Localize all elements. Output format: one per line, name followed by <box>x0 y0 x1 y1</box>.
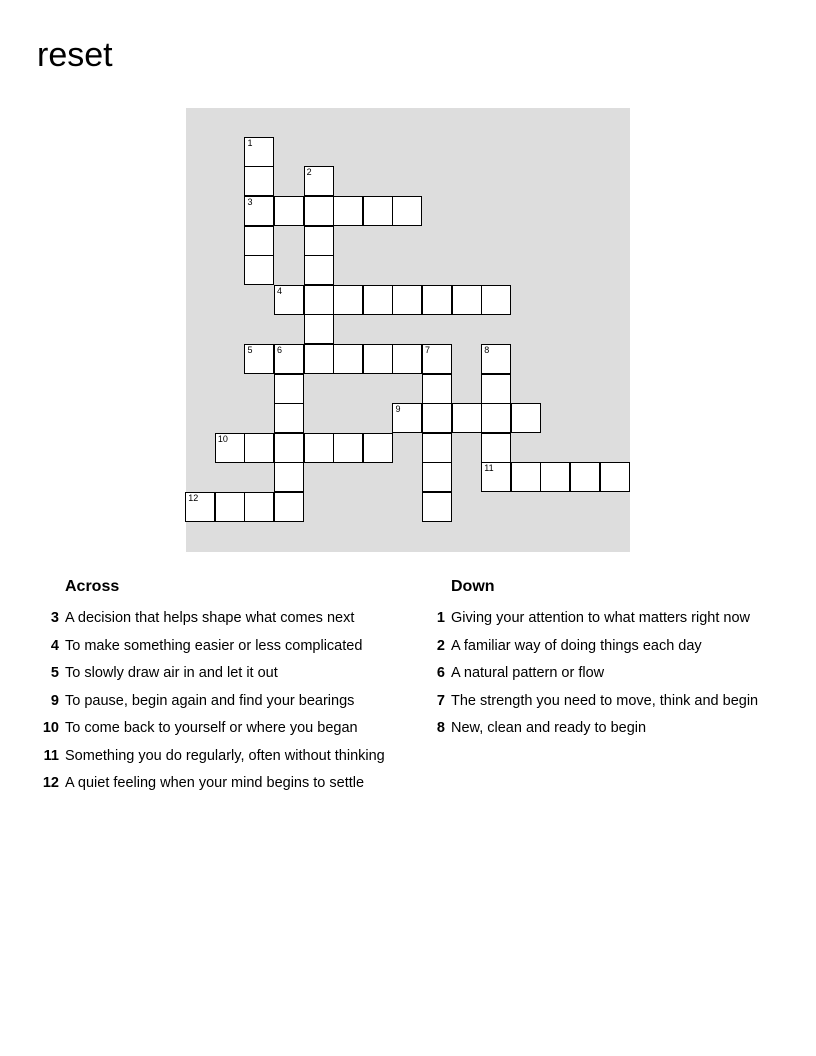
grid-cell[interactable] <box>333 196 363 226</box>
clue-text: A quiet feeling when your mind begins to settle <box>65 775 365 791</box>
clue-number: 6 <box>277 345 283 356</box>
across-clue <box>50 663 385 691</box>
clue-number: 5 <box>247 345 253 356</box>
grid-cell[interactable] <box>304 166 334 196</box>
across-clue <box>50 636 385 664</box>
grid-cell[interactable] <box>392 344 422 374</box>
down-clue-list <box>436 608 759 746</box>
down-clue <box>436 718 758 746</box>
grid-cell[interactable] <box>333 344 363 374</box>
across-clue <box>50 691 385 719</box>
grid-cell[interactable] <box>304 344 334 374</box>
grid-cell[interactable] <box>511 462 541 492</box>
clue-number: 8 <box>484 345 490 356</box>
clue-text: To slowly draw air in and let it out <box>65 665 278 681</box>
grid-cell[interactable] <box>274 462 304 492</box>
grid-cell[interactable] <box>244 196 274 226</box>
grid-cell[interactable] <box>274 492 304 522</box>
grid-cell[interactable] <box>540 462 570 492</box>
down-clues <box>436 576 759 746</box>
across-heading: Across <box>65 578 120 595</box>
grid-cell[interactable] <box>274 374 304 404</box>
grid-cell[interactable] <box>244 255 274 285</box>
clue-text: Giving your attention to what matters right now <box>451 610 751 626</box>
grid-cell[interactable] <box>363 433 393 463</box>
grid-cell[interactable] <box>244 344 274 374</box>
clue-text: To come back to yourself or where you began <box>65 720 358 736</box>
clue-number: 6 <box>436 665 445 681</box>
clue-number: 4 <box>277 285 283 296</box>
clue-number: 5 <box>50 665 59 681</box>
clue-number: 12 <box>188 493 199 504</box>
down-clue <box>436 636 758 664</box>
clue-number: 4 <box>50 637 59 654</box>
clue-text: To make something easier or less complicated <box>65 637 363 654</box>
grid-cell[interactable] <box>481 403 511 433</box>
grid-cell[interactable] <box>333 285 363 315</box>
grid-cell[interactable] <box>304 433 334 463</box>
grid-cell[interactable] <box>481 285 511 315</box>
grid-cell[interactable] <box>452 403 482 433</box>
puzzle-title: reset <box>37 36 113 74</box>
grid-cell[interactable] <box>244 226 274 256</box>
grid-cell[interactable] <box>215 492 245 522</box>
grid-cell[interactable] <box>422 374 452 404</box>
clue-number: 11 <box>43 747 59 764</box>
grid-cell[interactable] <box>304 196 334 226</box>
across-clue <box>43 746 385 774</box>
grid-cell[interactable] <box>422 462 452 492</box>
grid-cell[interactable] <box>422 403 452 433</box>
grid-cell[interactable] <box>244 433 274 463</box>
grid-cell[interactable] <box>333 433 363 463</box>
clue-number: 1 <box>247 137 253 148</box>
grid-cell[interactable] <box>422 433 452 463</box>
grid-cell[interactable] <box>363 344 393 374</box>
grid-cell[interactable] <box>274 285 304 315</box>
grid-cell[interactable] <box>481 462 511 492</box>
grid-cell[interactable] <box>274 196 304 226</box>
grid-cell[interactable] <box>392 196 422 226</box>
clue-number: 2 <box>306 167 312 178</box>
clue-number: 1 <box>436 610 445 626</box>
grid-cell[interactable] <box>422 492 452 522</box>
grid-cell[interactable] <box>304 285 334 315</box>
grid-cell[interactable] <box>363 196 393 226</box>
clue-number: 12 <box>42 775 59 791</box>
grid-cell[interactable] <box>244 137 274 167</box>
clue-text: New, clean and ready to begin <box>451 720 647 736</box>
clue-text: To pause, begin again and find your bearings <box>65 692 355 709</box>
grid-cell[interactable] <box>422 344 452 374</box>
grid-cell[interactable] <box>304 314 334 344</box>
across-clues <box>42 576 385 801</box>
grid-cell[interactable] <box>392 285 422 315</box>
clue-number: 7 <box>425 345 431 356</box>
crossword-grid <box>186 108 630 552</box>
clue-text: A decision that helps shape what comes next <box>65 610 355 626</box>
grid-cell[interactable] <box>481 344 511 374</box>
clue-number: 7 <box>436 692 445 709</box>
down-clue <box>436 663 758 691</box>
across-clue <box>50 608 385 636</box>
grid-cell[interactable] <box>244 166 274 196</box>
grid-cell[interactable] <box>274 344 304 374</box>
grid-cell[interactable] <box>304 255 334 285</box>
across-clue-list <box>42 608 385 801</box>
clue-number: 9 <box>395 404 401 415</box>
grid-cell[interactable] <box>274 433 304 463</box>
grid-cell[interactable] <box>215 433 245 463</box>
clue-number: 8 <box>436 720 445 736</box>
across-clue <box>42 718 385 746</box>
across-clue <box>42 773 385 801</box>
grid-cell[interactable] <box>185 492 215 522</box>
grid-cell[interactable] <box>422 285 452 315</box>
clue-number: 11 <box>484 463 494 474</box>
grid-cell[interactable] <box>392 403 422 433</box>
clue-text: A natural pattern or flow <box>451 665 605 681</box>
down-clue <box>436 691 759 719</box>
grid-cell[interactable] <box>600 462 630 492</box>
grid-cell[interactable] <box>363 285 393 315</box>
clue-text: Something you do regularly, often without thinking <box>65 747 385 764</box>
grid-cell[interactable] <box>481 433 511 463</box>
down-clue <box>436 608 758 636</box>
grid-cell[interactable] <box>244 492 274 522</box>
grid-cell[interactable] <box>304 226 334 256</box>
clue-text: A familiar way of doing things each day <box>451 637 702 654</box>
clue-number: 2 <box>436 637 445 654</box>
down-heading: Down <box>451 578 495 595</box>
grid-cell[interactable] <box>481 374 511 404</box>
clue-number: 3 <box>247 197 253 208</box>
clue-number: 9 <box>50 692 59 709</box>
grid-cell[interactable] <box>570 462 600 492</box>
clue-text: The strength you need to move, think and begin <box>451 692 759 709</box>
clue-number: 10 <box>217 433 228 444</box>
grid-cell[interactable] <box>274 403 304 433</box>
clue-number: 3 <box>50 610 59 626</box>
grid-cell[interactable] <box>511 403 541 433</box>
clue-number: 10 <box>42 720 59 736</box>
grid-cell[interactable] <box>452 285 482 315</box>
